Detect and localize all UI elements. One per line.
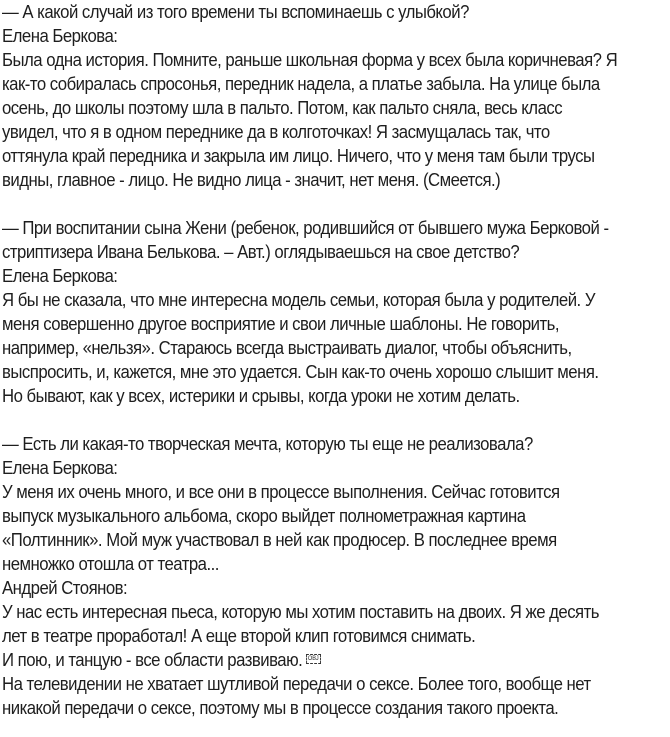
answer-text: оттянула край передника и закрыла им лицо. Ничего, что у меня там были трусы bbox=[2, 146, 595, 166]
qa-block-parenting bbox=[2, 216, 670, 408]
interviewer-question: — При воспитании сына Жени (ребенок, родившийся от бывшего мужа Берковой - bbox=[2, 218, 609, 238]
answer-text: осень, до школы поэтому шла в пальто. Потом, как пальто сняла, весь класс bbox=[2, 98, 563, 118]
answer-text: немножко отошла от театра... bbox=[2, 554, 219, 574]
speaker-label: Андрей Стоянов: bbox=[2, 578, 128, 598]
answer-text-span: И пою, и танцую - все области развиваю. bbox=[2, 650, 303, 670]
answer-text: как-то собиралась спросонья, передник надела, а платье забыла. На улице была bbox=[2, 74, 600, 94]
answer-text: У меня их очень много, и все они в процессе выполнения. Сейчас готовится bbox=[2, 482, 560, 502]
answer-text: Я бы не сказала, что мне интересна модель семьи, которая была у родителей. У bbox=[2, 290, 595, 310]
object-replacement-icon: OBJ bbox=[307, 656, 319, 662]
interviewer-question: — А какой случай из того времени ты вспоминаешь с улыбкой? bbox=[2, 2, 469, 22]
answer-text: например, «нельзя». Стараюсь всегда выстраивать диалог, чтобы объяснить, bbox=[2, 338, 572, 358]
interviewer-question: — Есть ли какая-то творческая мечта, которую ты еще не реализовала? bbox=[2, 434, 533, 454]
answer-text: никакой передачи о сексе, поэтому мы в процессе создания такого проекта. bbox=[2, 698, 559, 718]
answer-text: У нас есть интересная пьеса, которую мы хотим поставить на двоих. Я же десять bbox=[2, 602, 599, 622]
speaker-label: Елена Беркова: bbox=[2, 266, 118, 286]
answer-text: видны, главное - лицо. Не видно лица - значит, нет меня. (Смеется.) bbox=[2, 170, 501, 190]
answer-text: выпуск музыкального альбома, скоро выйдет полнометражная картина bbox=[2, 506, 526, 526]
answer-text: На телевидении не хватает шутливой передачи о сексе. Более того, вообще нет bbox=[2, 674, 591, 694]
answer-text: Была одна история. Помните, раньше школьная форма у всех была коричневая? Я bbox=[2, 50, 618, 70]
answer-text: увидел, что я в одном переднике да в колготочках! Я засмущалась так, что bbox=[2, 122, 550, 142]
answer-text: лет в театре проработал! А еще второй клип готовимся снимать. bbox=[2, 626, 476, 646]
speaker-label: Елена Беркова: bbox=[2, 458, 118, 478]
qa-block-childhood-story bbox=[2, 0, 670, 192]
answer-text bbox=[2, 648, 623, 672]
answer-text: выспросить, и, кажется, мне это удается. Сын как-то очень хорошо слышит меня. bbox=[2, 362, 599, 382]
answer-text: «Полтинник». Мой муж участвовал в ней как продюсер. В последнее время bbox=[2, 530, 557, 550]
answer-text: меня совершенно другое восприятие и свои личные шаблоны. Не говорить, bbox=[2, 314, 559, 334]
answer-text: Но бывают, как у всех, истерики и срывы, когда уроки не хотим делать. bbox=[2, 386, 520, 406]
qa-block-creative-dream bbox=[2, 432, 670, 720]
speaker-label: Елена Беркова: bbox=[2, 26, 118, 46]
paragraph-spacer bbox=[2, 408, 670, 432]
paragraph-spacer bbox=[2, 192, 670, 216]
interviewer-question: стриптизера Ивана Белькова. – Авт.) оглядываешься на свое детство? bbox=[2, 242, 520, 262]
